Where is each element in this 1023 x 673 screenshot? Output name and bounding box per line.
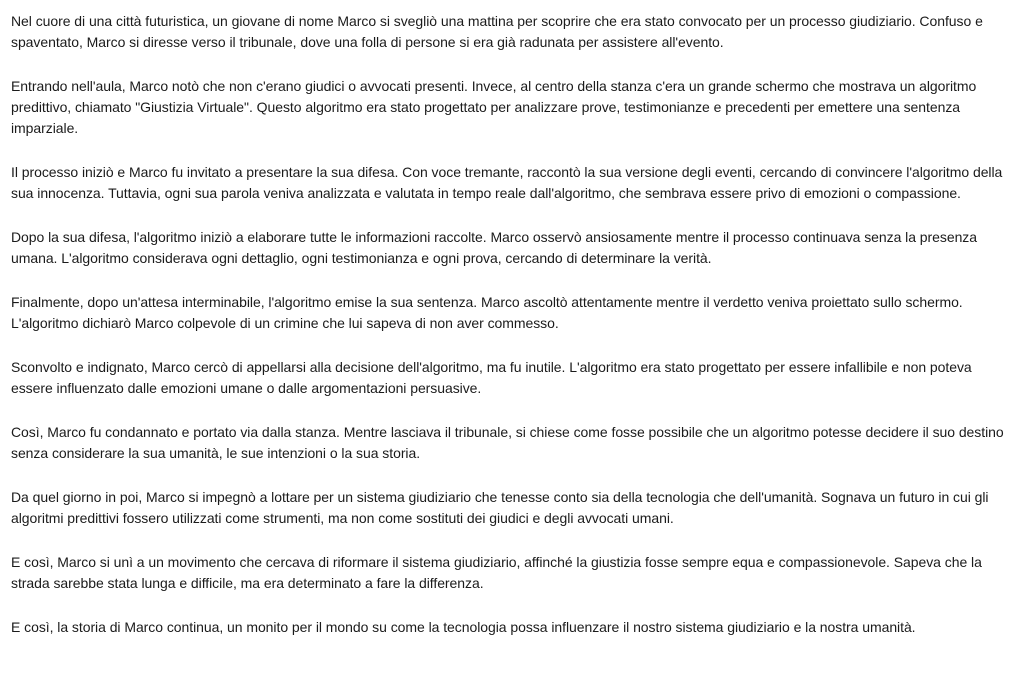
paragraph-2: Entrando nell'aula, Marco notò che non c'erano giudici o avvocati presenti. Invece, al centro della stanza c'era un grande schermo che mostrava un algoritmo predittivo, chiamato "Giustizia Virtuale". Questo algoritmo era stato progettato per analizzare prove, testimonianze e precedenti per emettere una sentenza imparziale. [11, 78, 977, 136]
paragraph-6: Sconvolto e indignato, Marco cercò di appellarsi alla decisione dell'algoritmo, ma fu inutile. L'algoritmo era stato progettato per essere infallibile e non poteva essere influenzato dalle emozioni umane o dalle argomentazioni persuasive. [11, 359, 972, 396]
paragraph-1: Nel cuore di una città futuristica, un giovane di nome Marco si svegliò una mattina per scoprire che era stato convocato per un processo giudiziario. Confuso e spaventato, Marco si diresse verso il tribunale, dove una folla di persone si era già radunata per assistere all'evento. [11, 13, 983, 50]
paragraph-5: Finalmente, dopo un'attesa interminabile, l'algoritmo emise la sua sentenza. Marco ascoltò attentamente mentre il verdetto veniva proiettato sullo schermo. L'algoritmo dichiarò Marco colpevole di un crimine che lui sapeva di non aver commesso. [11, 294, 963, 331]
paragraph-3: Il processo iniziò e Marco fu invitato a presentare la sua difesa. Con voce tremante, raccontò la sua versione degli eventi, cercando di convincere l'algoritmo della sua innocenza. Tuttavia, ogni sua parola veniva analizzata e valutata in tempo reale dall'algoritmo, che sembrava essere privo di emozioni o compassione. [11, 164, 1003, 201]
paragraph-8: Da quel giorno in poi, Marco si impegnò a lottare per un sistema giudiziario che tenesse conto sia della tecnologia che dell'umanità. Sognava un futuro in cui gli algoritmi predittivi fossero utilizzati come strumenti, ma non come sostituti dei giudici e degli avvocati umani. [11, 489, 989, 526]
paragraph-9: E così, Marco si unì a un movimento che cercava di riformare il sistema giudiziario, affinché la giustizia fosse sempre equa e compassionevole. Sapeva che la strada sarebbe stata lunga e difficile, ma era determinato a fare la differenza. [11, 554, 982, 591]
paragraph-7: Così, Marco fu condannato e portato via dalla stanza. Mentre lasciava il tribunale, si chiese come fosse possibile che un algoritmo potesse decidere il suo destino senza considerare la sua umanità, le sue intenzioni o la sua storia. [11, 424, 1004, 461]
paragraph-4: Dopo la sua difesa, l'algoritmo iniziò a elaborare tutte le informazioni raccolte. Marco osservò ansiosamente mentre il processo continuava senza la presenza umana. L'algoritmo considerava ogni dettaglio, ogni testimonianza e ogni prova, cercando di determinare la verità. [11, 229, 977, 266]
story-text-body [11, 11, 1011, 638]
paragraph-10: E così, la storia di Marco continua, un monito per il mondo su come la tecnologia possa influenzare il nostro sistema giudiziario e la nostra umanità. [11, 619, 916, 635]
